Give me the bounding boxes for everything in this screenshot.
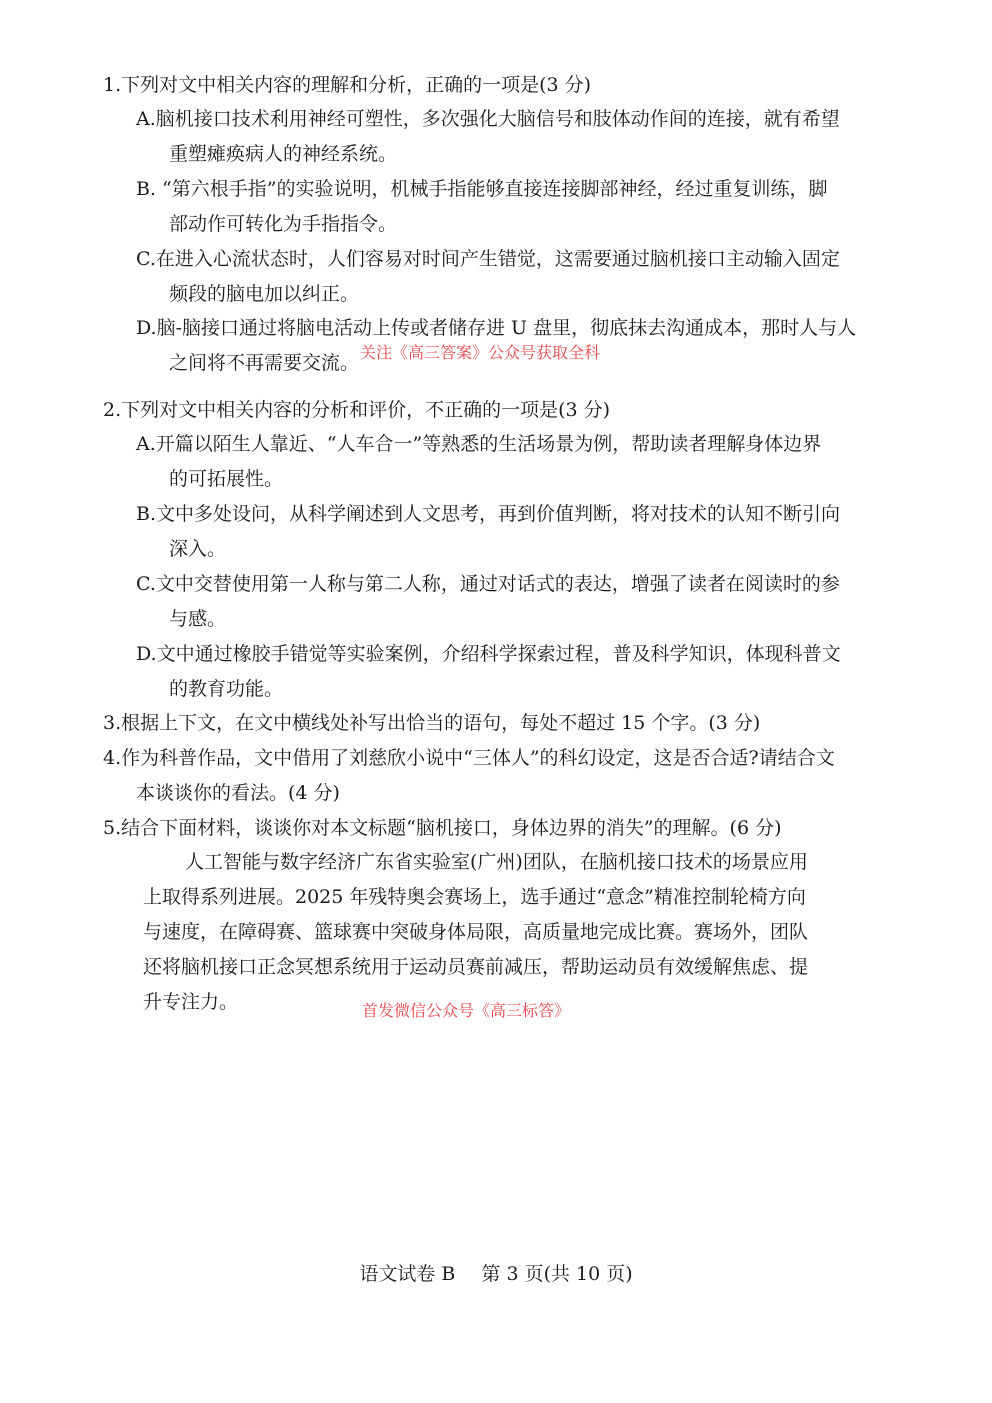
q3-stem: 3.根据上下文，在文中横线处补写出恰当的语句，每处不超过 15 个字。(3 分) bbox=[103, 712, 761, 734]
watermark-top: 关注《高三答案》公众号获取全科 bbox=[360, 343, 601, 362]
q5-material-line: 还将脑机接口正念冥想系统用于运动员赛前减压，帮助运动员有效缓解焦虑、提 bbox=[143, 956, 809, 978]
q2-option-a: A.开篇以陌生人靠近、“人车合一”等熟悉的生活场景为例，帮助读者理解身体边界 bbox=[136, 433, 822, 455]
q1-stem: 1.下列对文中相关内容的理解和分析，正确的一项是(3 分) bbox=[103, 74, 592, 96]
q4-stem-cont: 本谈谈你的看法。(4 分) bbox=[136, 782, 340, 804]
q2-option-d-cont: 的教育功能。 bbox=[169, 678, 284, 700]
q2-option-b-cont: 深入。 bbox=[169, 538, 227, 560]
q1-option-b-cont: 部动作可转化为手指指令。 bbox=[169, 213, 398, 235]
q5-stem: 5.结合下面材料，谈谈你对本文标题“脑机接口，身体边界的消失”的理解。(6 分) bbox=[103, 817, 782, 839]
q1-option-b: B. “第六根手指”的实验说明，机械手指能够直接连接脚部神经，经过重复训练，脚 bbox=[136, 178, 828, 200]
q1-option-a: A.脑机接口技术利用神经可塑性，多次强化大脑信号和肢体动作间的连接，就有希望 bbox=[136, 108, 840, 130]
q2-option-c: C.文中交替使用第一人称与第二人称，通过对话式的表达，增强了读者在阅读时的参 bbox=[136, 573, 840, 595]
watermark-bottom: 首发微信公众号《高三标答》 bbox=[362, 1001, 571, 1020]
q2-option-d: D.文中通过橡胶手错觉等实验案例，介绍科学探索过程，普及科学知识，体现科普文 bbox=[136, 643, 841, 665]
q2-option-c-cont: 与感。 bbox=[169, 608, 227, 630]
q2-option-b: B.文中多处设问，从科学阐述到人文思考，再到价值判断，将对技术的认知不断引向 bbox=[136, 503, 841, 525]
q1-option-d-cont: 之间将不再需要交流。 bbox=[169, 352, 360, 374]
q5-material-line: 上取得系列进展。2025 年残特奥会赛场上，选手通过“意念”精准控制轮椅方向 bbox=[143, 886, 806, 908]
q5-material-line: 升专注力。 bbox=[143, 991, 239, 1013]
q2-option-a-cont: 的可拓展性。 bbox=[169, 468, 284, 490]
q5-material-line: 人工智能与数字经济广东省实验室(广州)团队，在脑机接口技术的场景应用 bbox=[185, 851, 808, 873]
q1-option-c-cont: 频段的脑电加以纠正。 bbox=[169, 283, 360, 305]
q5-material-line: 与速度，在障碍赛、篮球赛中突破身体局限，高质量地完成比赛。赛场外，团队 bbox=[143, 921, 809, 943]
q2-stem: 2.下列对文中相关内容的分析和评价，不正确的一项是(3 分) bbox=[103, 399, 611, 421]
page-footer bbox=[0, 1262, 992, 1286]
footer-page-number: 第 3 页(共 10 页) bbox=[481, 1263, 633, 1285]
footer-subject: 语文试卷 B bbox=[359, 1263, 456, 1285]
q4-stem: 4.作为科普作品，文中借用了刘慈欣小说中“三体人”的科幻设定，这是否合适?请结合文 bbox=[103, 747, 835, 769]
q1-option-c: C.在进入心流状态时，人们容易对时间产生错觉，这需要通过脑机接口主动输入固定 bbox=[136, 248, 840, 270]
q1-option-d: D.脑-脑接口通过将脑电活动上传或者储存进 U 盘里，彻底抹去沟通成本，那时人与人 bbox=[136, 317, 857, 339]
q1-option-a-cont: 重塑瘫痪病人的神经系统。 bbox=[169, 143, 398, 165]
